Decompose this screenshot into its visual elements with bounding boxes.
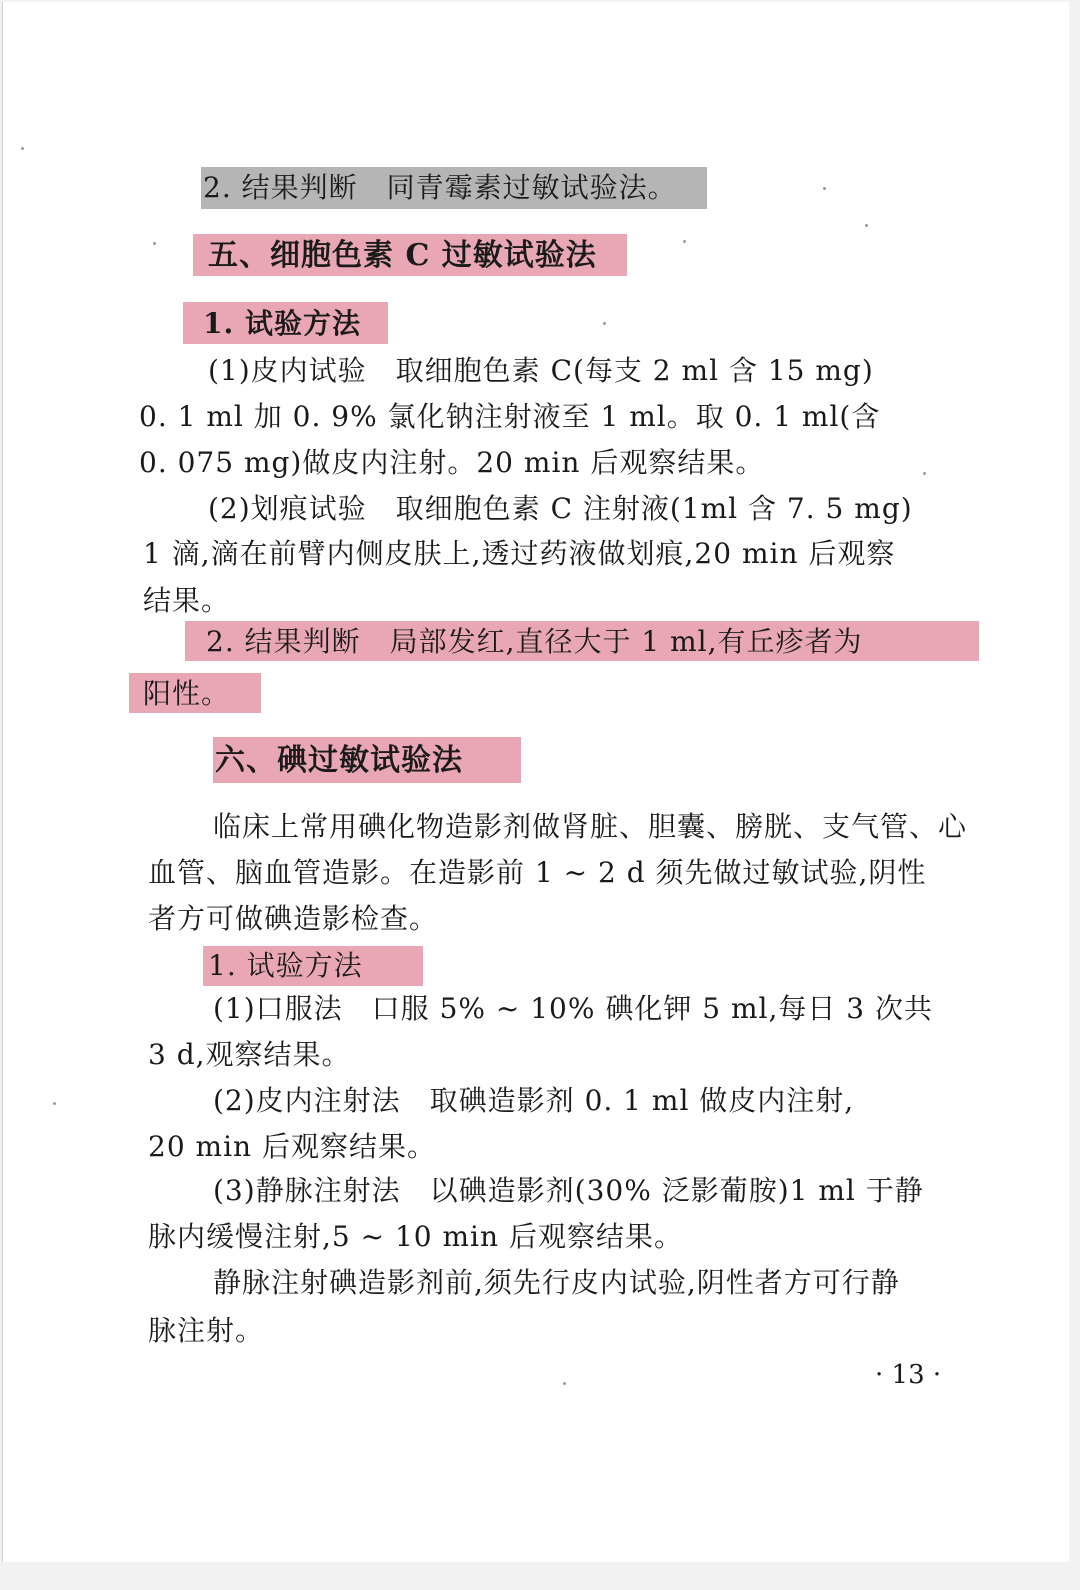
body-line: 20 min 后观察结果。	[148, 1130, 436, 1163]
body-line: (2)划痕试验 取细胞色素 C 注射液(1ml 含 7. 5 mg)	[208, 492, 913, 525]
body-line: 结果。	[143, 584, 231, 617]
body-line: 阳性。	[143, 677, 231, 710]
body-line: 血管、脑血管造影。在造影前 1 ~ 2 d 须先做过敏试验,阴性	[148, 856, 927, 889]
page-number: · 13 ·	[875, 1360, 942, 1390]
body-line: 者方可做碘造影检查。	[148, 902, 439, 935]
body-line: (2)皮内注射法 取碘造影剂 0. 1 ml 做皮内注射,	[213, 1084, 855, 1117]
subsection-heading: 1. 试验方法	[208, 949, 363, 982]
section-heading: 2. 结果判断 同青霉素过敏试验法。	[203, 171, 677, 204]
body-line: 临床上常用碘化物造影剂做肾脏、胆囊、膀胱、支气管、心	[213, 810, 968, 843]
body-line: 0. 1 ml 加 0. 9% 氯化钠注射液至 1 ml。取 0. 1 ml(含	[139, 400, 881, 433]
document-page	[2, 2, 1069, 1562]
body-line: 静脉注射碘造影剂前,须先行皮内试验,阴性者方可行静	[213, 1266, 900, 1299]
subsection-heading: 1. 试验方法	[203, 307, 361, 340]
body-line: 1 滴,滴在前臂内侧皮肤上,透过药液做划痕,20 min 后观察	[143, 537, 896, 570]
body-line: 脉注射。	[148, 1314, 265, 1347]
subsection-heading: 2. 结果判断 局部发红,直径大于 1 ml,有丘疹者为	[206, 625, 863, 658]
body-line: (1)皮内试验 取细胞色素 C(每支 2 ml 含 15 mg)	[208, 354, 874, 387]
body-line: 0. 075 mg)做皮内注射。20 min 后观察结果。	[139, 446, 765, 479]
body-line: (3)静脉注射法 以碘造影剂(30% 泛影葡胺)1 ml 于静	[213, 1174, 924, 1207]
chapter-heading: 五、细胞色素 C 过敏试验法	[208, 238, 597, 273]
body-line: 3 d,观察结果。	[148, 1038, 351, 1071]
body-line: (1)口服法 口服 5% ~ 10% 碘化钾 5 ml,每日 3 次共	[213, 992, 934, 1025]
chapter-heading: 六、碘过敏试验法	[215, 743, 463, 778]
body-line: 脉内缓慢注射,5 ~ 10 min 后观察结果。	[148, 1220, 683, 1253]
